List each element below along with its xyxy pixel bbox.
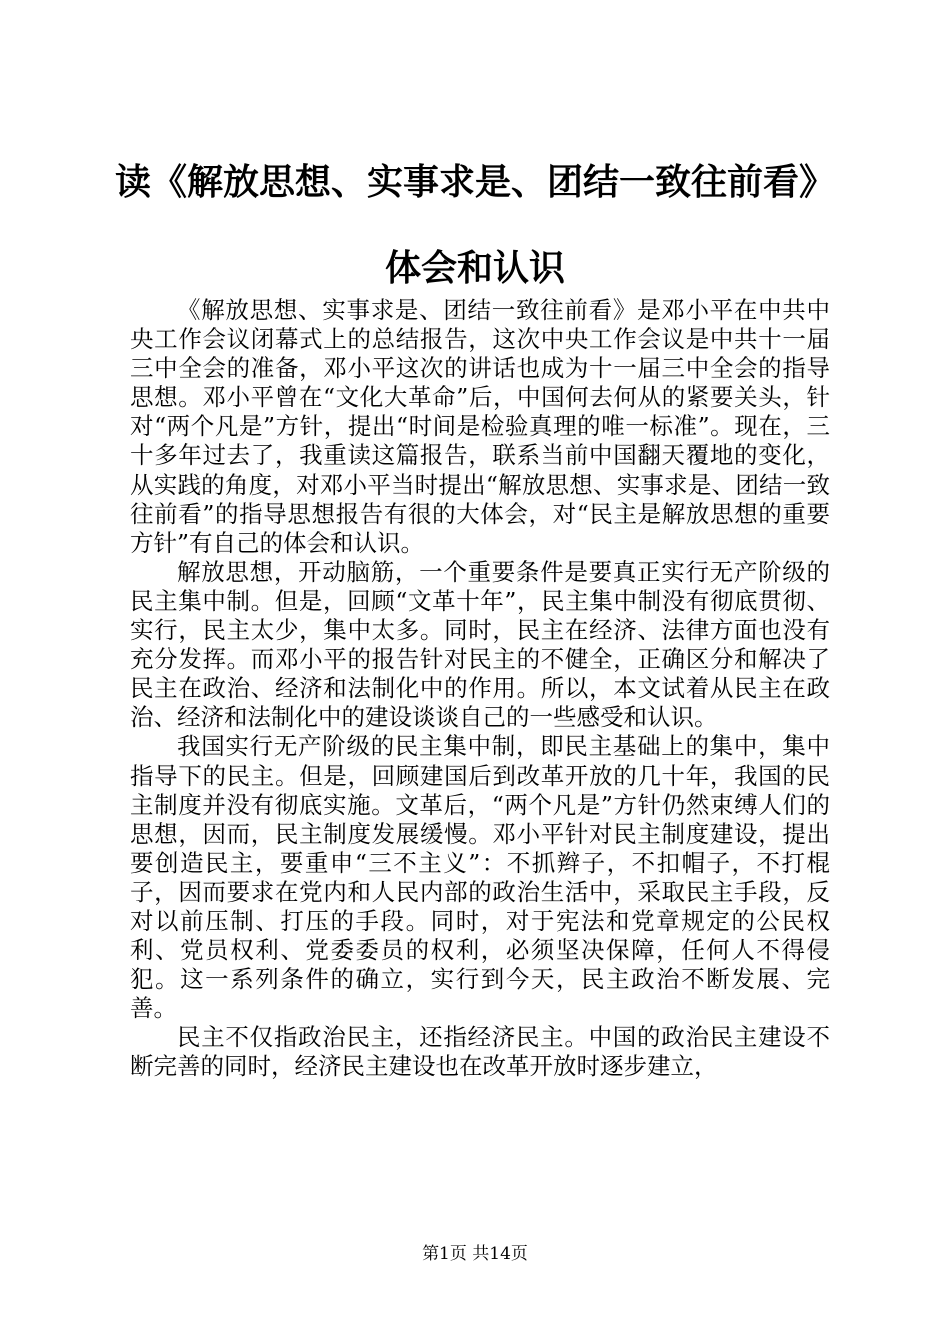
- document-body: [130, 296, 830, 1082]
- paragraph: 《解放思想、实事求是、团结一致往前看》是邓小平在中共中央工作会议闭幕式上的总结报告，这次中央工作会议是中共十一届三中全会的准备，邓小平这次的讲话也成为十一届三中全会的指导思想。邓小平曾在“文化大革命”后，中国何去何从的紧要关头，针对“两个凡是”方针，提出“时间是检验真理的唯一标准”。现在，三十多年过去了，我重读这篇报告，联系当前中国翻天覆地的变化，从实践的角度，对邓小平当时提出“解放思想、实事求是、团结一致往前看”的指导思想报告有很的大体会，对“民主是解放思想的重要方针”有自己的体会和认识。: [130, 296, 830, 557]
- paragraph: 民主不仅指政治民主，还指经济民主。中国的政治民主建设不断完善的同时，经济民主建设也在改革开放时逐步建立，: [130, 1023, 830, 1081]
- paragraph: 我国实行无产阶级的民主集中制，即民主基础上的集中，集中指导下的民主。但是，回顾建国后到改革开放的几十年，我国的民主制度并没有彻底实施。文革后，“两个凡是”方针仍然束缚人们的思想，因而，民主制度发展缓慢。邓小平针对民主制度建设，提出要创造民主，要重申“三不主义”：不抓辫子，不扣帽子，不打棍子，因而要求在党内和人民内部的政治生活中，采取民主手段，反对以前压制、打压的手段。同时，对于宪法和党章规定的公民权利、党员权利、党委委员的权利，必须坚决保障，任何人不得侵犯。这一系列条件的确立，实行到今天，民主政治不断发展、完善。: [130, 732, 830, 1023]
- paragraph: 解放思想，开动脑筋，一个重要条件是要真正实行无产阶级的民主集中制。但是，回顾“文革十年”，民主集中制没有彻底贯彻、实行，民主太少，集中太多。同时，民主在经济、法律方面也没有充分发挥。而邓小平的报告针对民主的不健全，正确区分和解决了民主在政治、经济和法制化中的作用。所以，本文试着从民主在政治、经济和法制化中的建设谈谈自己的一些感受和认识。: [130, 557, 830, 732]
- document-title-line2: 体会和认识: [384, 247, 565, 289]
- document-title-line1: 读《解放思想、实事求是、团结一致往前看》: [114, 161, 835, 203]
- page-footer: 第1页 共14页: [422, 1244, 528, 1264]
